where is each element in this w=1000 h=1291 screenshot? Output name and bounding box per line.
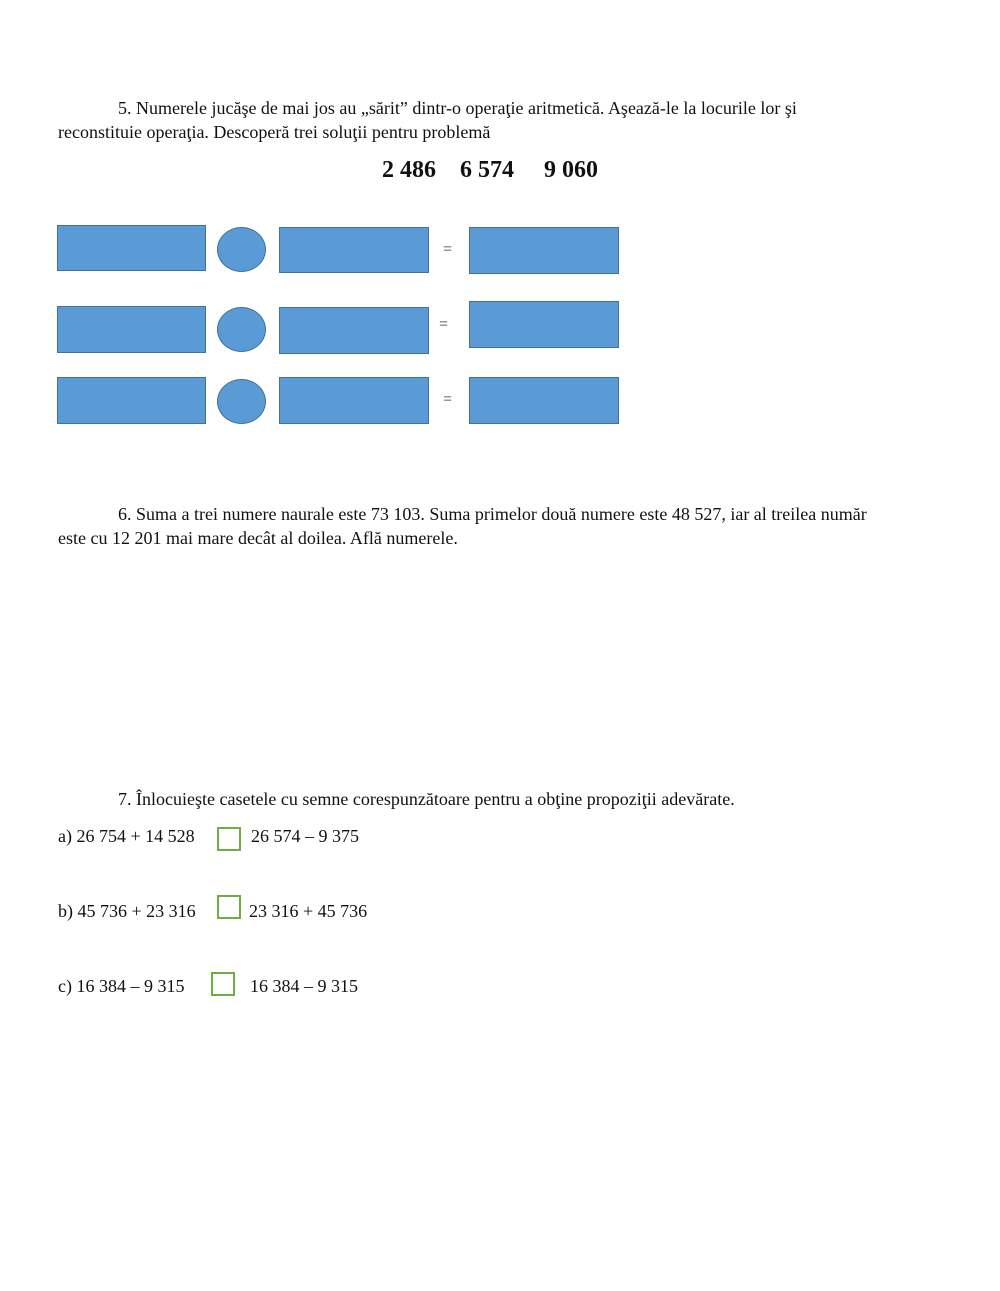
equals-sign-row-3: = [443, 391, 453, 408]
operator-circle-row-1[interactable] [217, 227, 266, 272]
comparison-b-right: 23 316 + 45 736 [249, 901, 368, 921]
exercise-7-title-text: 7. Înlocuieşte casetele cu semne corespunzătoare pentru a obţine propoziţii adevărate. [118, 789, 735, 809]
exercise-5-line-2: reconstituie operaţia. Descoperă trei soluţii pentru problemă [58, 122, 491, 142]
comparison-a-left: a) 26 754 + 14 528 [58, 826, 195, 846]
comparison-c-answer-box[interactable] [211, 972, 235, 996]
comparison-a-right: 26 574 – 9 375 [251, 826, 359, 846]
equals-sign-row-1: = [443, 241, 453, 258]
operand-1-box-row-2[interactable] [57, 306, 206, 353]
exercise-5-line-1: 5. Numerele jucăşe de mai jos au „sărit” dintr-o operaţie aritmetică. Aşează-le la locurile lor şi [118, 98, 797, 118]
exercise-7-title [58, 787, 938, 811]
comparison-b-left: b) 45 736 + 23 316 [58, 901, 196, 921]
exercise-6-line-1: 6. Suma a trei numere naurale este 73 103. Suma primelor două numere este 48 527, iar al treilea număr [118, 504, 867, 524]
operand-2-box-row-1[interactable] [279, 227, 429, 273]
result-box-row-1[interactable] [469, 227, 619, 274]
operator-circle-row-3[interactable] [217, 379, 266, 424]
operand-1-box-row-1[interactable] [57, 225, 206, 271]
operand-2-box-row-2[interactable] [279, 307, 429, 354]
operand-1-box-row-3[interactable] [57, 377, 206, 424]
result-box-row-2[interactable] [469, 301, 619, 348]
operator-circle-row-2[interactable] [217, 307, 266, 352]
result-box-row-3[interactable] [469, 377, 619, 424]
operand-2-box-row-3[interactable] [279, 377, 429, 424]
exercise-6-line-2: este cu 12 201 mai mare decât al doilea. Află numerele. [58, 528, 458, 548]
comparison-c-left: c) 16 384 – 9 315 [58, 976, 185, 996]
scattered-numbers: 2 486 6 574 9 060 [382, 157, 598, 183]
comparison-c-right: 16 384 – 9 315 [250, 976, 358, 996]
comparison-a-answer-box[interactable] [217, 827, 241, 851]
equals-sign-row-2: = [439, 316, 449, 333]
exercise-5-text [58, 96, 938, 144]
exercise-6-text [58, 502, 938, 550]
comparison-b-answer-box[interactable] [217, 895, 241, 919]
